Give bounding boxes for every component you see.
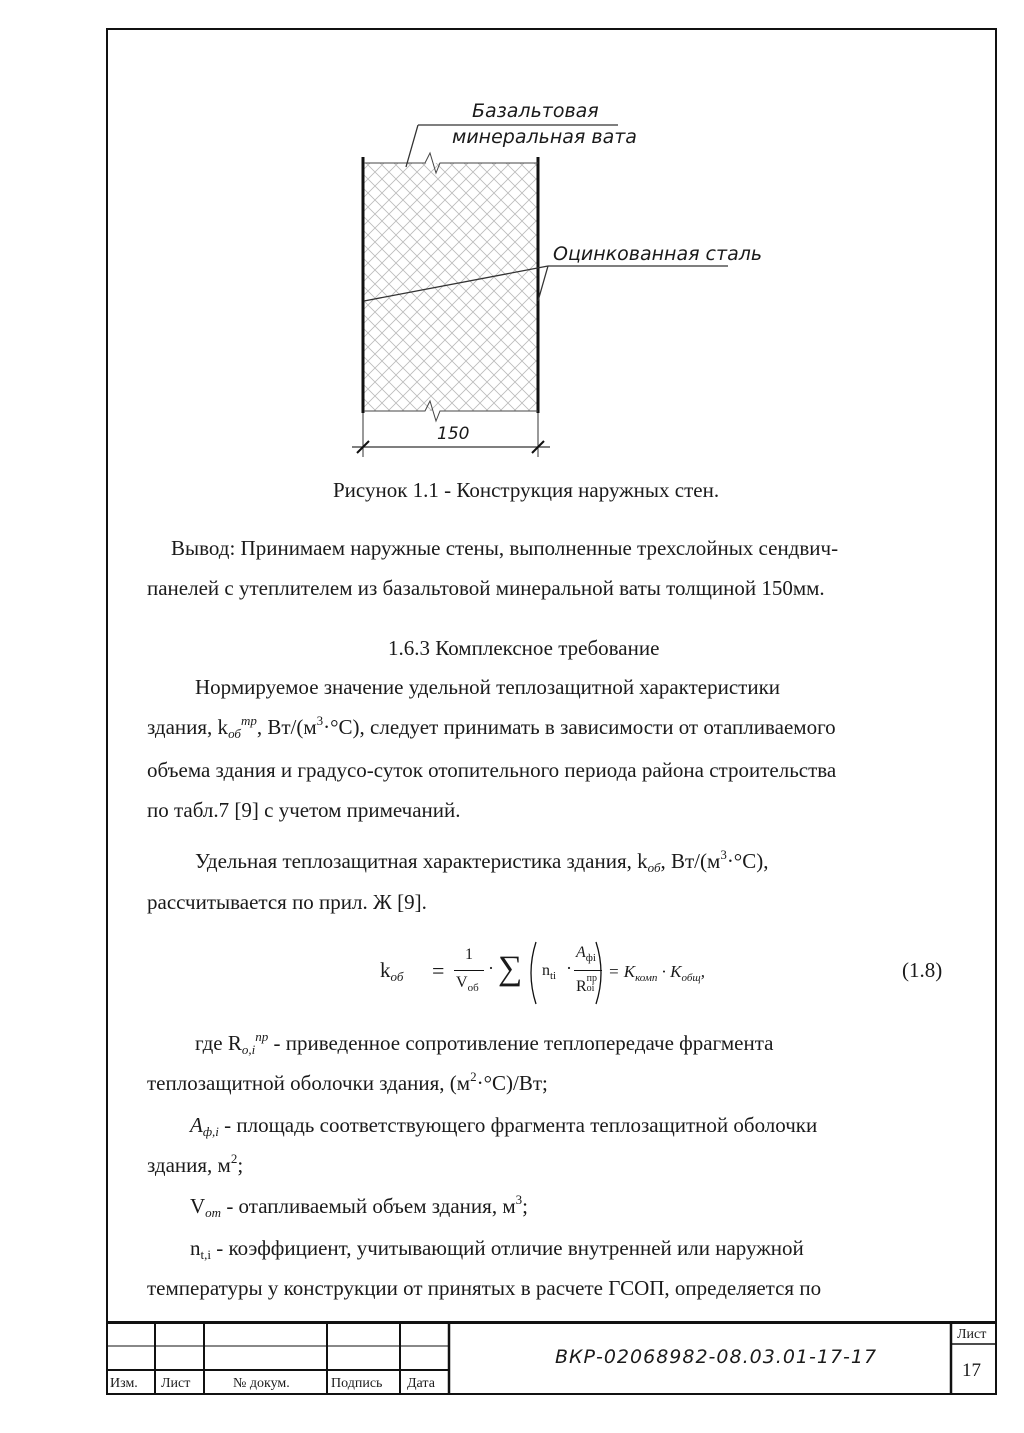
formula-rhs-sub2: общ	[681, 972, 701, 984]
p1-line4: по табл.7 [9] с учетом примечаний.	[147, 798, 461, 822]
def2-line1	[190, 1113, 818, 1139]
formula-fraction-bar	[454, 970, 484, 971]
stamp-col-sign: Подпись	[331, 1376, 383, 1391]
formula-den-sub: об	[467, 982, 479, 994]
def2-sub: ф,i	[202, 1124, 219, 1139]
formula-sum: ∑	[498, 950, 523, 987]
formula-r	[576, 973, 598, 996]
def3-a: V	[190, 1194, 206, 1218]
formula-rhs-sub1: комп	[635, 972, 658, 984]
formula-rhs	[608, 962, 705, 982]
def4-b: - коэффициент, учитывающий отличие внутренней или наружной	[210, 1236, 804, 1260]
formula-rhs-k2: · K	[661, 962, 682, 981]
formula-fraction-bar2	[574, 970, 602, 971]
formula-a-letter: A	[576, 944, 586, 961]
insulation-hatch	[364, 163, 538, 411]
formula-a	[576, 944, 596, 962]
def3-sub: от	[205, 1205, 222, 1220]
def1-line2	[147, 1069, 548, 1095]
def2-line2	[147, 1151, 244, 1177]
def2-b: - площадь соответствующего фрагмента теплозащитной оболочки	[218, 1113, 818, 1137]
def2-line2-sup: 2	[230, 1151, 238, 1166]
def2-a: A	[190, 1113, 203, 1137]
dimension-label: 150	[437, 424, 470, 444]
def1-line1	[195, 1029, 774, 1057]
def1-sub: o,i	[241, 1042, 256, 1057]
formula-dot2: ·	[566, 958, 572, 978]
stamp-sheet-label: Лист	[957, 1327, 987, 1342]
formula-lhs	[380, 958, 404, 984]
stamp-col-list: Лист	[161, 1376, 191, 1391]
formula-dot1: ·	[488, 958, 494, 978]
formula-1-8	[380, 938, 740, 1008]
p1-line2-c: ·°С), следует принимать в зависимости от отапливаемого	[323, 715, 836, 739]
def4-line1	[190, 1236, 804, 1262]
label-galvanized-steel: Оцинкованная сталь	[553, 243, 763, 265]
stamp-sheet-number: 17	[962, 1360, 981, 1381]
p1-line2-sub: об	[228, 726, 241, 741]
formula-den: V	[456, 974, 468, 991]
label-insulation-line2: минеральная вата	[452, 126, 637, 148]
def3-b: - отапливаемый объем здания, м	[221, 1194, 516, 1218]
def3-sup: 3	[515, 1192, 523, 1207]
def3-c: ;	[522, 1194, 528, 1218]
def1-line2-a: теплозащитной оболочки здания, (м	[147, 1071, 471, 1095]
label-insulation-line1: Базальтовая	[472, 100, 599, 122]
def4-sub: t,i	[200, 1247, 211, 1262]
leader-insulation	[406, 125, 418, 167]
def3-line1	[190, 1192, 528, 1220]
formula-denominator	[456, 974, 479, 992]
formula-lhs-sub: об	[390, 969, 404, 984]
formula-n	[542, 962, 556, 980]
formula-eq: =	[432, 958, 445, 983]
def4-line2: температуры у конструкции от принятых в расчете ГСОП, определяется по	[147, 1276, 822, 1300]
stamp-col-doc: № докум.	[233, 1376, 290, 1391]
formula-number: (1.8)	[902, 958, 943, 982]
formula-r-sup: пр	[586, 973, 598, 984]
conclusion-line1: Вывод: Принимаем наружные стены, выполненные трехслойных сендвич-	[171, 536, 839, 560]
p1-line3: объема здания и градусо-суток отопительного периода района строительства	[147, 758, 837, 782]
def1-a: где R	[195, 1031, 242, 1055]
figure-caption: Рисунок 1.1 - Конструкция наружных стен.	[333, 478, 720, 502]
def2-line2-b: ;	[237, 1153, 244, 1177]
conclusion-line2: панелей с утеплителем из базальтовой минеральной ваты толщиной 150мм.	[147, 576, 825, 600]
wall-section-drawing	[340, 95, 763, 465]
formula-k: k	[380, 958, 391, 982]
formula-n-letter: n	[542, 962, 550, 979]
p1-line2	[147, 713, 836, 741]
def1-line2-b: ·°С)/Вт;	[476, 1071, 548, 1095]
p2-line1-b: , Вт/(м	[660, 849, 721, 873]
formula-rhs-comma: ,	[700, 962, 705, 981]
formula-numerator: 1	[465, 946, 473, 963]
formula-r-letter: R	[576, 978, 587, 995]
section-heading: 1.6.3 Комплексное требование	[388, 636, 660, 660]
def4-a: n	[190, 1236, 201, 1260]
p2-line1-a: Удельная теплозащитная характеристика здания, k	[195, 849, 648, 873]
def1-b: - приведенное сопротивление теплопередаче фрагмента	[268, 1031, 774, 1055]
def2-line2-a: здания, м	[147, 1153, 231, 1177]
stamp-col-izm: Изм.	[110, 1376, 138, 1391]
p2-line1	[195, 847, 769, 875]
p2-line1-sup: 3	[720, 847, 727, 862]
p2-line1-sub: об	[647, 860, 661, 875]
document-code: ВКР-02068982-08.03.01-17-17	[555, 1346, 878, 1368]
p2-line2: рассчитывается по прил. Ж [9].	[147, 890, 427, 914]
p1-line2-sup2: 3	[316, 713, 324, 728]
p1-line2-a: здания, k	[147, 715, 229, 739]
stamp-col-date: Дата	[407, 1376, 435, 1391]
p1-line1: Нормируемое значение удельной теплозащитной характеристики	[195, 675, 781, 699]
formula-rhs-k1: = K	[608, 962, 636, 981]
formula-n-sub: ti	[550, 970, 557, 982]
formula-a-sub: фi	[585, 952, 596, 964]
p1-line2-sup: тр	[240, 713, 257, 728]
def1-line2-sup: 2	[470, 1069, 477, 1084]
def1-sup: пр	[255, 1029, 269, 1044]
formula-r-sub: oi	[586, 983, 595, 994]
p2-line1-c: ·°С),	[726, 849, 769, 873]
p1-line2-b: , Вт/(м	[256, 715, 317, 739]
